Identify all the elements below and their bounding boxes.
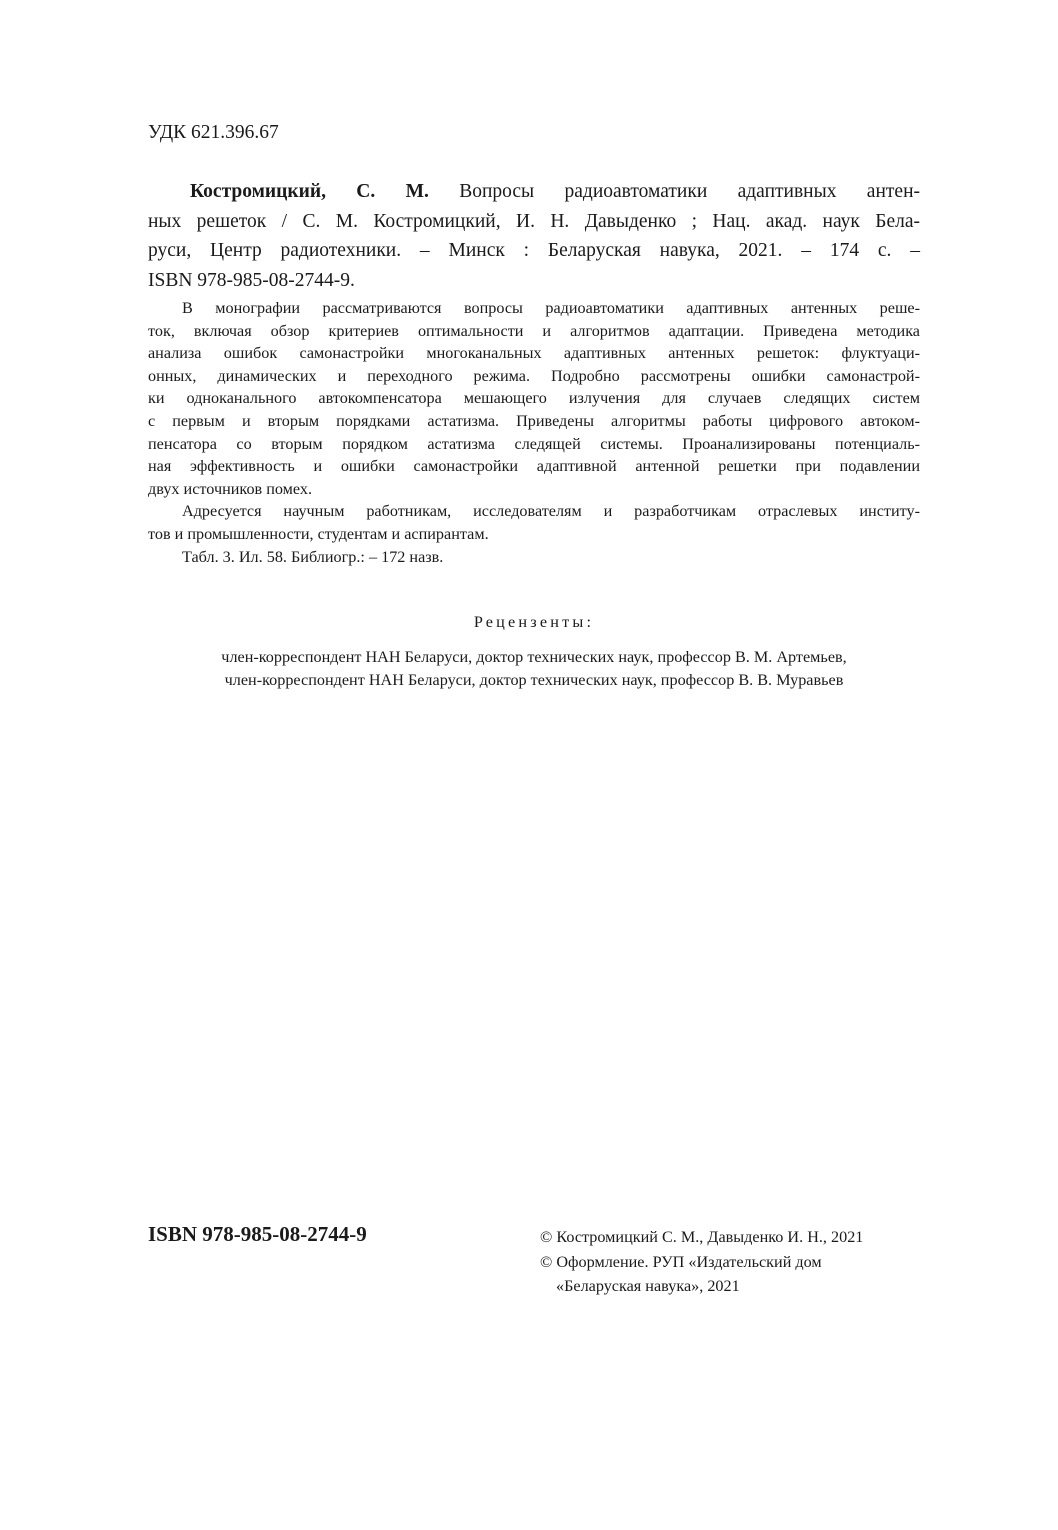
udk-code: УДК 621.396.67 xyxy=(148,122,279,143)
abstract-line: онных, динамических и переходного режима. Подробно рассмотрены ошибки самонастрой- xyxy=(148,366,920,385)
audience-line: Адресуется научным работникам, исследователям и разработчикам отраслевых институ- xyxy=(182,502,920,521)
isbn-number: ISBN 978-985-08-2744-9 xyxy=(148,1222,367,1246)
biblio-line-4: ISBN 978-985-08-2744-9. xyxy=(148,269,355,291)
reviewer-entry: член-корреспондент НАН Беларуси, доктор технических наук, профессор В. М. Артемьев, xyxy=(221,648,847,666)
abstract-line: ная эффективность и ошибки самонастройки адаптивной антенной решетки при подавлении xyxy=(148,457,920,476)
abstract-line: пенсатора со вторым порядком астатизма следящей системы. Проанализированы потенциаль- xyxy=(148,434,920,453)
book-title-start: Вопросы радиоавтоматики адаптивных антен- xyxy=(428,181,920,202)
audience-line: тов и промышленности, студентам и аспирантам. xyxy=(148,524,489,543)
abstract xyxy=(148,297,920,568)
abstract-line: анализа ошибок самонастройки многоканальных адаптивных антенных решеток: флуктуаци- xyxy=(148,344,920,363)
abstract-line: двух источников помех. xyxy=(148,479,313,498)
abstract-line: ки одноканального автокомпенсатора мешающего излучения для случаев следящих систем xyxy=(148,389,920,408)
reviewer-entry: член-корреспондент НАН Беларуси, доктор технических наук, профессор В. В. Муравьев xyxy=(224,670,844,689)
copyright-line: © Оформление. РУП «Издательский дом xyxy=(540,1252,822,1271)
copyright-line: «Беларуская навука», 2021 xyxy=(556,1277,740,1296)
copyright-line: © Костромицкий С. М., Давыденко И. Н., 2021 xyxy=(540,1228,864,1246)
biblio-line-1 xyxy=(148,177,920,207)
abstract-line: В монографии рассматриваются вопросы радиоавтоматики адаптивных антенных реше- xyxy=(182,299,920,317)
abstract-line: ток, включая обзор критериев оптимальности и алгоритмов адаптации. Приведена методика xyxy=(148,321,920,340)
biblio-line-3: руси, Центр радиотехники. – Минск : Беларуская навука, 2021. – 174 с. – xyxy=(148,240,920,261)
biblio-line-2: ных решеток / С. М. Костромицкий, И. Н. Давыденко ; Нац. акад. наук Бела- xyxy=(148,210,920,232)
author-name: Костромицкий, С. М. xyxy=(190,181,429,202)
reviewers-list xyxy=(148,646,920,691)
bibliographic-record xyxy=(148,177,920,295)
abstract-line: с первым и вторым порядками астатизма. Приведены алгоритмы работы цифрового автоком- xyxy=(148,411,920,430)
reviewers-heading: Рецензенты: xyxy=(473,613,595,631)
copyright-block xyxy=(540,1225,863,1299)
book-stats: Табл. 3. Ил. 58. Библиогр.: – 172 назв. xyxy=(182,547,444,566)
